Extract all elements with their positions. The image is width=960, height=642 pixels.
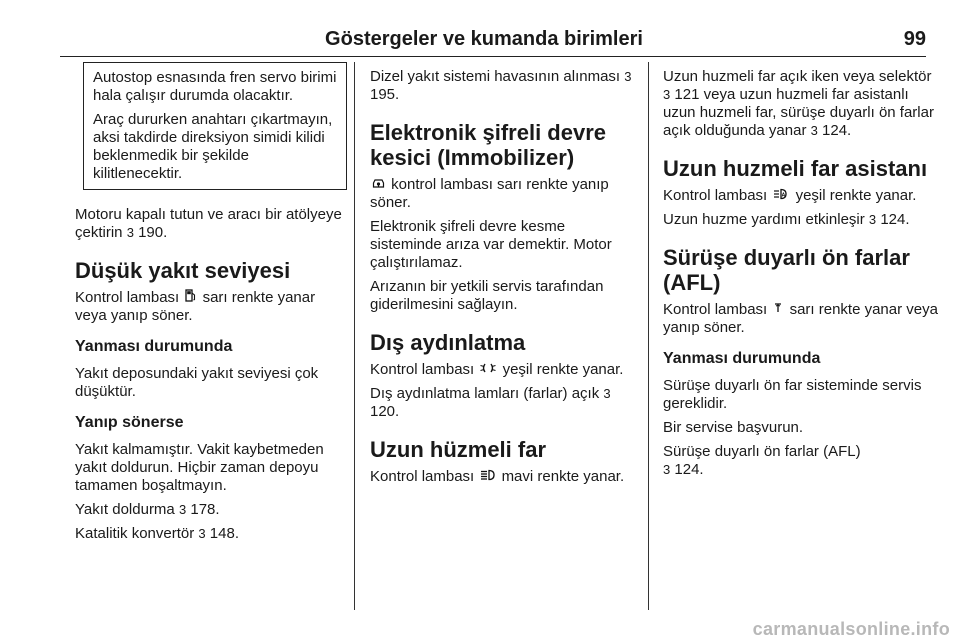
section-heading: Uzun hüzmeli far — [370, 437, 547, 462]
text: Kontrol lambası — [663, 187, 768, 204]
cross-reference-icon: 3 — [663, 87, 671, 102]
paragraph — [663, 211, 938, 229]
paragraph — [370, 68, 640, 104]
page-reference: 120. — [370, 403, 400, 420]
paragraph — [663, 443, 938, 479]
note-paragraph: Autostop esnasında fren servo birimi hala çalışır durumda olacaktır. — [93, 69, 337, 104]
warning-note-box — [83, 62, 347, 190]
note-paragraph: Araç dururken anahtarı çıkartmayın, aksi takdirde direksiyon simidi kilidi beklenmedik bir şekilde kilitlenecektir. — [93, 111, 333, 182]
text: Dizel yakıt sistemi havasının alınması — [370, 68, 621, 85]
section-heading: Elektronik şifreli devre kesici (Immobilizer) — [370, 120, 606, 170]
text: Motoru kapalı tutun ve aracı bir atölyeye çektirin — [75, 206, 342, 241]
paragraph — [370, 176, 640, 212]
cross-reference-icon: 3 — [126, 225, 134, 240]
text: Yakıt doldurma — [75, 501, 175, 518]
paragraph: Arızanın bir yetkili servis tarafından giderilmesini sağlayın. — [370, 278, 604, 313]
section-heading: Sürüşe duyarlı ön farlar (AFL) — [663, 245, 910, 295]
text: Kontrol lambası — [370, 361, 475, 378]
section-heading: Dış aydınlatma — [370, 330, 526, 355]
page-reference: 190. — [138, 224, 168, 241]
text: Kontrol lambası — [75, 289, 180, 306]
text: mavi renkte yanar. — [501, 468, 625, 485]
page-header — [60, 0, 926, 57]
text: 121 veya uzun huzmeli far asistanlı uzun huzmeli far, sürüşe duyarlı ön farlar açık olduğunda yanar — [663, 86, 934, 139]
cross-reference-icon: 3 — [868, 212, 877, 227]
svg-text:A: A — [781, 192, 786, 199]
afl-icon — [773, 301, 783, 319]
high-beam-icon — [480, 468, 495, 486]
text: sarı renkte yanar veya yanıp söner. — [663, 301, 938, 336]
paragraph — [370, 385, 640, 421]
page-title: Göstergeler ve kumanda birimleri — [325, 28, 643, 50]
paragraph: Bir servise başvurun. — [663, 419, 804, 436]
page-reference: 124. — [822, 122, 852, 139]
fuel-pump-icon — [185, 289, 196, 307]
high-beam-assist-icon — [773, 187, 789, 205]
column-1 — [75, 62, 347, 549]
text: yeşil renkte yanar. — [502, 361, 624, 378]
text: kontrol lambası sarı renkte yanıp söner. — [370, 176, 609, 211]
subsection-heading: Yanması durumunda — [75, 338, 233, 355]
cross-reference-icon: 3 — [810, 123, 818, 138]
page-number: 99 — [903, 28, 926, 50]
page-reference: 124. — [880, 211, 910, 228]
text: Kontrol lambası — [370, 468, 475, 485]
paragraph: Sürüşe duyarlı ön far sisteminde servis gereklidir. — [663, 377, 922, 412]
cross-reference-icon: 3 — [198, 526, 206, 541]
column-3 — [663, 68, 938, 485]
paragraph — [663, 187, 938, 205]
page-reference: 178. — [190, 501, 220, 518]
cross-reference-icon: 3 — [624, 69, 632, 84]
text: Sürüşe duyarlı ön farlar (AFL) — [663, 443, 861, 460]
column-divider — [648, 62, 649, 610]
subsection-heading: Yanıp sönerse — [75, 414, 184, 431]
section-heading: Düşük yakıt seviyesi — [75, 258, 291, 283]
text: Kontrol lambası — [663, 301, 768, 318]
page-reference: 124. — [674, 461, 704, 478]
paragraph — [75, 289, 347, 325]
paragraph: Yakıt deposundaki yakıt seviyesi çok düşüktür. — [75, 365, 319, 400]
cross-reference-icon: 3 — [663, 462, 671, 477]
page-reference: 195. — [370, 86, 400, 103]
paragraph: Elektronik şifreli devre kesme sisteminde arıza var demektir. Motor çalıştırılamaz. — [370, 218, 612, 271]
paragraph — [370, 468, 640, 486]
text: sarı renkte yanar veya yanıp söner. — [75, 289, 316, 324]
page-reference: 148. — [209, 525, 239, 542]
text: Katalitik konvertör — [75, 525, 195, 542]
paragraph — [663, 301, 938, 337]
text: Dış aydınlatma lamları (farlar) açık — [370, 385, 600, 402]
column-divider — [354, 62, 355, 610]
exterior-light-icon — [480, 361, 496, 379]
subsection-heading: Yanması durumunda — [663, 350, 821, 367]
cross-reference-icon: 3 — [603, 386, 611, 401]
watermark: carmanualsonline.info — [752, 619, 950, 639]
cross-reference-icon: 3 — [178, 502, 187, 517]
key-car-icon — [372, 176, 385, 194]
paragraph — [370, 361, 640, 379]
text: Uzun huzmeli far açık iken veya selektör — [663, 68, 932, 85]
paragraph — [75, 501, 347, 519]
text: yeşil renkte yanar. — [795, 187, 917, 204]
text: Uzun huzme yardımı etkinleşir — [663, 211, 865, 228]
paragraph — [75, 525, 347, 543]
column-2 — [370, 68, 640, 492]
paragraph — [75, 206, 347, 242]
paragraph — [663, 68, 938, 140]
paragraph: Yakıt kalmamıştır. Vakit kaybetmeden yakıt doldurun. Hiçbir zaman depoyu tamamen boşaltmayın. — [75, 441, 324, 494]
section-heading: Uzun huzmeli far asistanı — [663, 156, 928, 181]
